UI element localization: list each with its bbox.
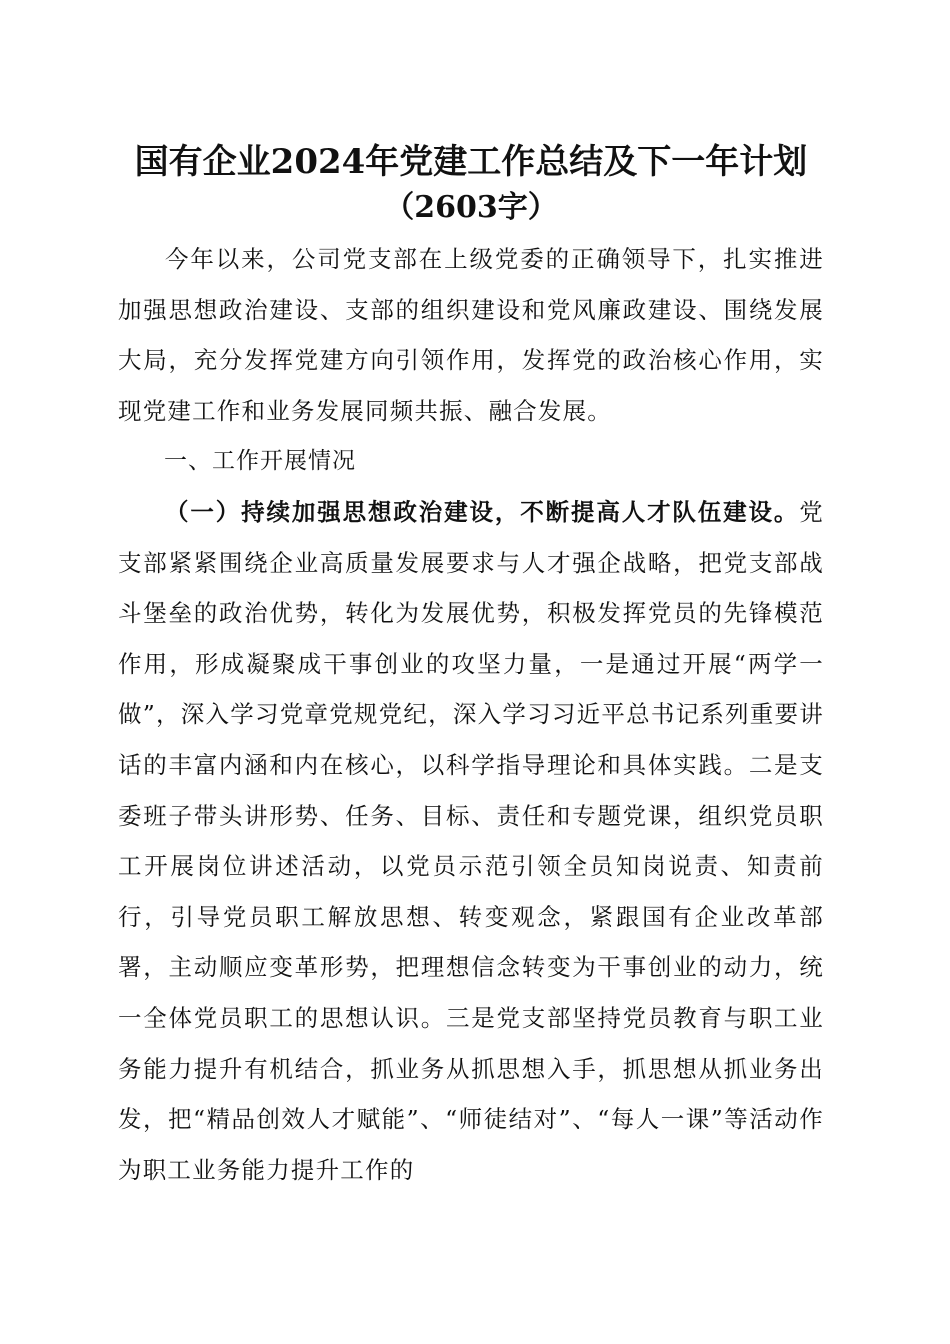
intro-paragraph: 今年以来，公司党支部在上级党委的正确领导下，扎实推进加强思想政治建设、支部的组织建设和党风廉政建设、围绕发展大局，充分发挥党建方向引领作用，发挥党的政治核心作用，实现党建工作和业务发展同频共振、融合发展。 (118, 245, 824, 425)
subsection-heading: （一）持续加强思想政治建设，不断提高人才队伍建设。 (165, 497, 800, 526)
document-title: 国有企业2024年党建工作总结及下一年计划 (134, 142, 808, 182)
document-page (118, 138, 824, 1195)
document-subtitle: （2603字） (384, 190, 558, 225)
section-heading: 一、工作开展情况 (164, 448, 356, 475)
subsection-body: 党支部紧紧围绕企业高质量发展要求与人才强企战略，把党支部战斗堡垒的政治优势，转化为发展优势，积极发挥党员的先锋模范作用，形成凝聚成干事创业的攻坚力量，一是通过开展“两学一做”，深入学习党章党规党纪，深入学习习近平总书记系列重要讲话的丰富内涵和内在核心，以科学指导理论和具体实践。二是支委班子带头讲形势、任务、目标、责任和专题党课，组织党员职工开展岗位讲述活动，以党员示范引领全员知岗说责、知责前行，引导党员职工解放思想、转变观念，紧跟国有企业改革部署，主动顺应变革形势，把理想信念转变为干事创业的动力，统一全体党员职工的思想认识。三是党支部坚持党员教育与职工业务能力提升有机结合，抓业务从抓思想入手，抓思想从抓业务出发，把“精品创效人才赋能”、“师徒结对”、“每人一课”等活动作为职工业务能力提升工作的 (118, 497, 824, 1184)
body-paragraph (118, 487, 824, 1195)
